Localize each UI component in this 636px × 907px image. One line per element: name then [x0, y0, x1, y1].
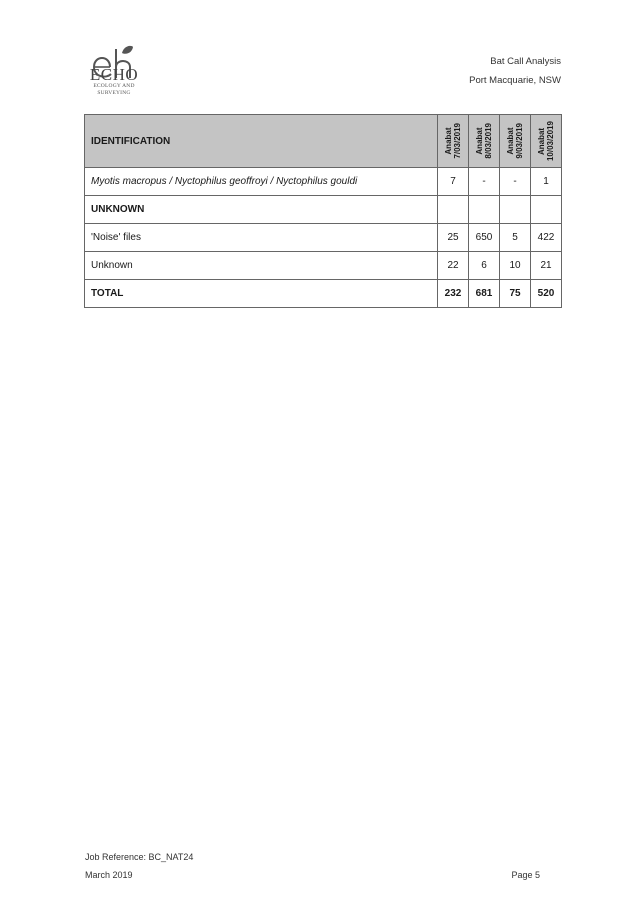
- table-row-total: [85, 280, 562, 308]
- cell-value: 21: [531, 252, 562, 280]
- table-row: [85, 252, 562, 280]
- logo-tagline-2: SURVEYING: [97, 89, 131, 96]
- table-row: [85, 168, 562, 196]
- cell-value: [438, 196, 469, 224]
- cell-value: 650: [469, 224, 500, 252]
- logo-wordmark: [86, 66, 142, 96]
- cell-value: 7: [438, 168, 469, 196]
- cell-value: 681: [469, 280, 500, 308]
- cell-value: 25: [438, 224, 469, 252]
- cell-value: -: [469, 168, 500, 196]
- row-label: 'Noise' files: [85, 224, 438, 252]
- cell-value: 75: [500, 280, 531, 308]
- cell-value: 232: [438, 280, 469, 308]
- column-header: Anabat 9/03/2019: [500, 115, 531, 168]
- logo-name: ECHO: [89, 65, 139, 84]
- footer-job-reference: Job Reference: BC_NAT24: [85, 852, 194, 862]
- cell-value: 10: [500, 252, 531, 280]
- cell-value: [469, 196, 500, 224]
- table-header-row: [85, 115, 562, 168]
- cell-value: 5: [500, 224, 531, 252]
- cell-value: 22: [438, 252, 469, 280]
- header-location: Port Macquarie, NSW: [469, 75, 561, 86]
- cell-value: [500, 196, 531, 224]
- document-header: [469, 52, 561, 90]
- logo-tagline-1: ECOLOGY AND: [93, 83, 135, 89]
- cell-value: 422: [531, 224, 562, 252]
- identification-column-header: IDENTIFICATION: [85, 115, 438, 168]
- cell-value: [531, 196, 562, 224]
- column-header: Anabat 8/03/2019: [469, 115, 500, 168]
- table-row: [85, 196, 562, 224]
- cell-value: 520: [531, 280, 562, 308]
- identification-table: [84, 114, 562, 308]
- row-label: UNKNOWN: [85, 196, 438, 224]
- column-header: Anabat 7/03/2019: [438, 115, 469, 168]
- page-number: Page 5: [511, 870, 540, 880]
- cell-value: 1: [531, 168, 562, 196]
- row-label: TOTAL: [85, 280, 438, 308]
- cell-value: -: [500, 168, 531, 196]
- footer-date: March 2019: [85, 870, 133, 880]
- row-label: Myotis macropus / Nyctophilus geoffroyi / Nyctophilus gouldi: [85, 168, 438, 196]
- table-row: [85, 224, 562, 252]
- header-report-title: Bat Call Analysis: [490, 56, 561, 67]
- cell-value: 6: [469, 252, 500, 280]
- row-label: Unknown: [85, 252, 438, 280]
- column-header: Anabat 10/03/2019: [531, 115, 562, 168]
